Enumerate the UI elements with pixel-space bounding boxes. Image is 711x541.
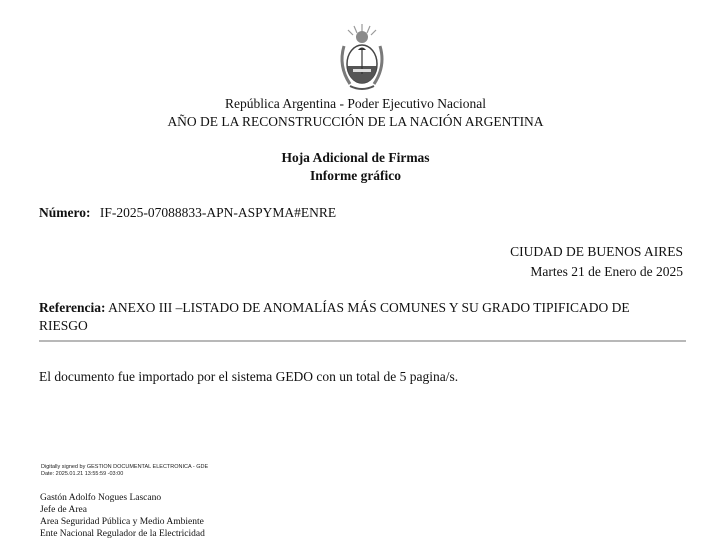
signer-area: Area Seguridad Pública y Medio Ambiente (40, 517, 204, 527)
digital-signature-stamp (41, 464, 208, 477)
coat-of-arms-icon (336, 22, 388, 94)
signed-by: Digitally signed by GESTION DOCUMENTAL ELECTRONICA - GDE (41, 464, 209, 470)
body-text: El documento fue importado por el sistema GEDO con un total de 5 pagina/s. (39, 369, 459, 384)
document-date: Martes 21 de Enero de 2025 (530, 264, 683, 279)
document-subtitle: Informe gráfico (309, 168, 402, 183)
document-number-label: Número: (39, 205, 91, 220)
divider (39, 340, 686, 342)
document-number (39, 205, 336, 221)
signature-date: Date: 2025.01.21 13:55:59 -03:00 (41, 470, 124, 477)
reference-value: ANEXO III –LISTADO DE ANOMALÍAS MÁS COMUNES Y SU GRADO TIPIFICADO DE RIESGO (39, 300, 630, 333)
signer-entity: Ente Nacional Regulador de la Electricidad (40, 529, 205, 539)
year-motto: AÑO DE LA RECONSTRUCCIÓN DE LA NACIÓN ARGENTINA (167, 114, 544, 129)
document-number-value: IF-2025-07088833-APN-ASPYMA#ENRE (99, 205, 337, 220)
place: CIUDAD DE BUENOS AIRES (510, 244, 683, 259)
signer-block (40, 492, 205, 540)
signer-role: Jefe de Area (40, 505, 87, 515)
document-title: Hoja Adicional de Firmas (281, 150, 430, 165)
signer-name: Gastón Adolfo Nogues Lascano (40, 493, 162, 503)
government-header: República Argentina - Poder Ejecutivo Nacional (224, 96, 487, 111)
reference-label: Referencia: (39, 300, 106, 315)
reference (39, 299, 669, 335)
